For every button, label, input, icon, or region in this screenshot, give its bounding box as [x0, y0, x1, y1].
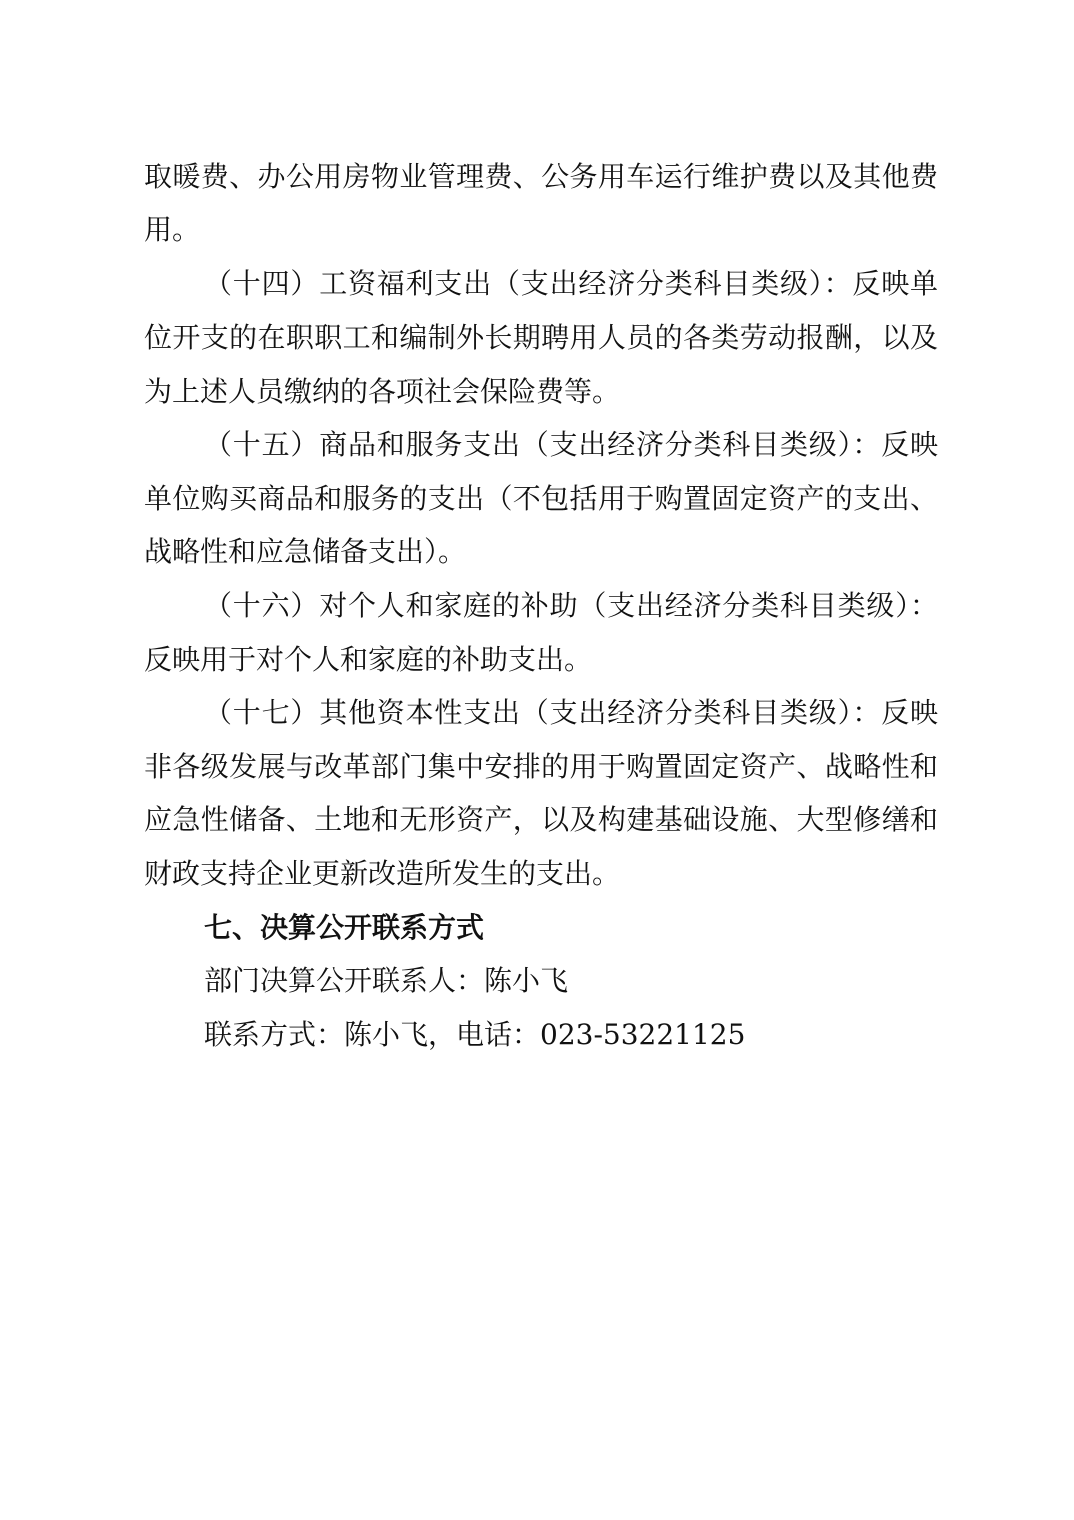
paragraph-line: 财政支持企业更新改造所发生的支出。: [144, 857, 621, 890]
section-heading: 七、决算公开联系方式: [204, 911, 485, 944]
paragraph-line: 用。: [144, 213, 201, 246]
contact-person: 部门决算公开联系人：陈小飞: [204, 964, 569, 997]
paragraph-line: 反映用于对个人和家庭的补助支出。: [144, 643, 593, 676]
paragraph-line: 为上述人员缴纳的各项社会保险费等。: [144, 375, 621, 408]
paragraph-line: 位开支的在职职工和编制外长期聘用人员的各类劳动报酬，以及: [144, 321, 938, 354]
paragraph-line: 战略性和应急储备支出）。: [144, 535, 467, 568]
paragraph-line: （十四）工资福利支出（支出经济分类科目类级）：反映单: [204, 267, 938, 300]
paragraph-line: 取暖费、办公用房物业管理费、公务用车运行维护费以及其他费: [144, 160, 938, 193]
paragraph-line: 非各级发展与改革部门集中安排的用于购置固定资产、战略性和: [144, 750, 938, 783]
paragraph-line: （十五）商品和服务支出（支出经济分类科目类级）：反映: [204, 428, 938, 461]
contact-method: 联系方式：陈小飞，电话：023-53221125: [204, 1018, 746, 1051]
paragraph-line: （十七）其他资本性支出（支出经济分类科目类级）：反映: [204, 696, 938, 729]
paragraph-line: 应急性储备、土地和无形资产，以及构建基础设施、大型修缮和: [144, 803, 938, 836]
paragraph-line: 单位购买商品和服务的支出（不包括用于购置固定资产的支出、: [144, 482, 938, 515]
paragraph-line: （十六）对个人和家庭的补助（支出经济分类科目类级）：: [204, 589, 938, 622]
